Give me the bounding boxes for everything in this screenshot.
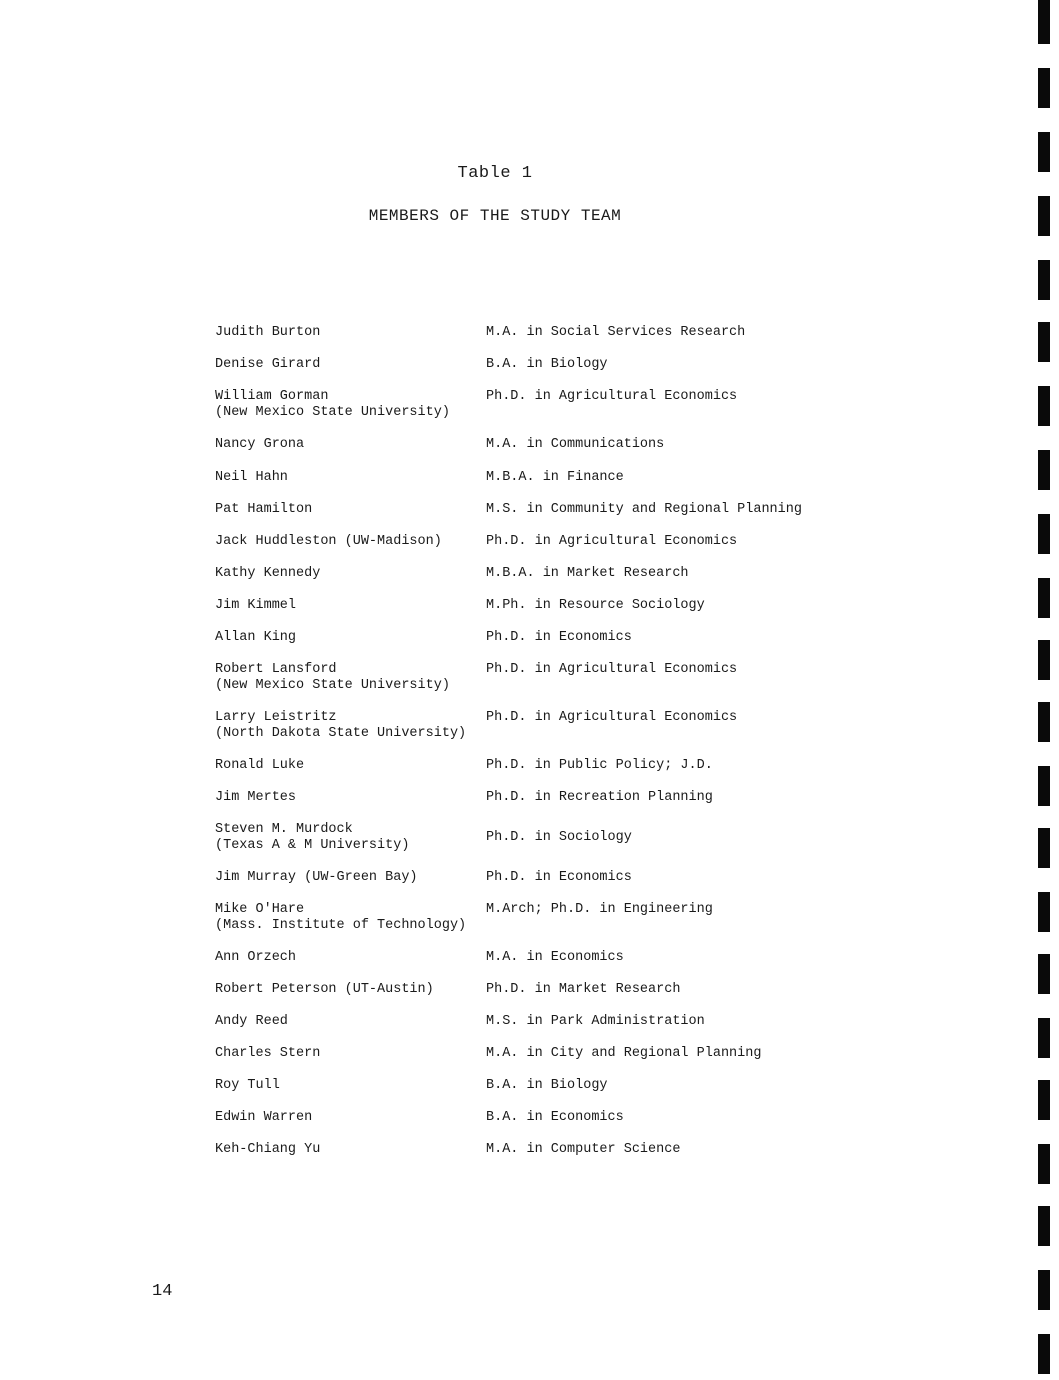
member-degree: Ph.D. in Economics (486, 870, 632, 885)
member-degree: M.A. in City and Regional Planning (486, 1046, 762, 1061)
member-name-text: Neil Hahn (215, 470, 288, 485)
member-degree: M.A. in Communications (486, 437, 665, 452)
member-name-text: Robert Peterson (UT-Austin) (215, 982, 434, 997)
binding-mark (1038, 322, 1050, 362)
member-name (215, 470, 475, 486)
member-name-text: Judith Burton (215, 325, 321, 340)
member-degree: Ph.D. in Public Policy; J.D. (486, 758, 713, 773)
member-name (215, 1110, 475, 1126)
binding-mark (1038, 260, 1050, 300)
member-affiliation: (New Mexico State University) (215, 405, 450, 420)
binding-mark (1038, 828, 1050, 868)
member-degree: M.A. in Computer Science (486, 1142, 681, 1157)
binding-mark (1038, 766, 1050, 806)
member-affiliation: (Texas A & M University) (215, 838, 410, 853)
member-name-text: Jack Huddleston (UW-Madison) (215, 534, 442, 549)
member-degree: Ph.D. in Agricultural Economics (486, 389, 738, 404)
member-name-text: Roy Tull (215, 1078, 280, 1093)
member-name (215, 325, 475, 341)
member-affiliation: (Mass. Institute of Technology) (215, 918, 467, 933)
member-name-text: Edwin Warren (215, 1110, 313, 1125)
member-name (215, 790, 475, 806)
member-name-text: Charles Stern (215, 1046, 321, 1061)
member-name (215, 950, 475, 966)
member-degree: M.S. in Park Administration (486, 1014, 705, 1029)
binding-mark (1038, 450, 1050, 490)
member-degree: B.A. in Economics (486, 1110, 624, 1125)
member-name (215, 822, 475, 854)
member-degree: Ph.D. in Economics (486, 630, 632, 645)
member-degree: M.S. in Community and Regional Planning (486, 502, 802, 517)
member-name-text: Keh-Chiang Yu (215, 1142, 321, 1157)
member-degree: M.Ph. in Resource Sociology (486, 598, 705, 613)
page-number: 14 (152, 1282, 173, 1301)
binding-mark (1038, 196, 1050, 236)
member-degree: B.A. in Biology (486, 357, 608, 372)
member-name-text: Larry Leistritz (215, 710, 337, 725)
binding-mark (1038, 892, 1050, 932)
member-name (215, 566, 475, 582)
member-name-text: Jim Kimmel (215, 598, 297, 613)
binding-mark (1038, 954, 1050, 994)
member-name (215, 1014, 475, 1030)
binding-mark (1038, 578, 1050, 618)
member-degree: M.B.A. in Finance (486, 470, 624, 485)
member-degree: Ph.D. in Recreation Planning (486, 790, 713, 805)
member-degree: M.A. in Social Services Research (486, 325, 746, 340)
binding-mark (1038, 1334, 1050, 1374)
member-name (215, 710, 475, 742)
binding-mark (1038, 0, 1050, 44)
binding-mark (1038, 1206, 1050, 1246)
member-name-text: Denise Girard (215, 357, 321, 372)
member-name-text: Steven M. Murdock (215, 822, 353, 837)
table-title: MEMBERS OF THE STUDY TEAM (368, 207, 622, 225)
member-name-text: Mike O'Hare (215, 902, 305, 917)
member-degree: Ph.D. in Agricultural Economics (486, 534, 738, 549)
binding-mark (1038, 1018, 1050, 1058)
member-degree: Ph.D. in Sociology (486, 830, 632, 845)
member-name (215, 662, 475, 694)
member-name-text: Ronald Luke (215, 758, 305, 773)
member-degree: Ph.D. in Agricultural Economics (486, 710, 738, 725)
member-name (215, 1142, 475, 1158)
binding-mark (1038, 386, 1050, 426)
member-name-text: Robert Lansford (215, 662, 337, 677)
member-degree: Ph.D. in Agricultural Economics (486, 662, 738, 677)
member-name (215, 758, 475, 774)
member-name (215, 902, 475, 934)
member-degree: B.A. in Biology (486, 1078, 608, 1093)
table-label: Table 1 (457, 164, 533, 183)
member-name (215, 389, 475, 421)
member-affiliation: (North Dakota State University) (215, 726, 467, 741)
binding-mark (1038, 514, 1050, 554)
member-name-text: Andy Reed (215, 1014, 288, 1029)
member-name (215, 357, 475, 373)
member-name-text: Ann Orzech (215, 950, 297, 965)
binding-mark (1038, 132, 1050, 172)
member-name (215, 502, 475, 518)
member-name (215, 534, 475, 550)
binding-mark (1038, 702, 1050, 742)
binding-mark (1038, 1144, 1050, 1184)
member-degree: Ph.D. in Market Research (486, 982, 681, 997)
member-name (215, 1046, 475, 1062)
member-name-text: Jim Mertes (215, 790, 297, 805)
member-name (215, 630, 475, 646)
binding-mark (1038, 640, 1050, 680)
member-name (215, 598, 475, 614)
member-name (215, 437, 475, 453)
member-name-text: Nancy Grona (215, 437, 305, 452)
member-name (215, 870, 475, 886)
member-degree: M.Arch; Ph.D. in Engineering (486, 902, 713, 917)
member-degree: M.B.A. in Market Research (486, 566, 689, 581)
member-affiliation: (New Mexico State University) (215, 678, 450, 693)
member-name-text: Allan King (215, 630, 297, 645)
member-name (215, 982, 475, 998)
binding-mark (1038, 1270, 1050, 1310)
member-degree: M.A. in Economics (486, 950, 624, 965)
member-name (215, 1078, 475, 1094)
member-name-text: Pat Hamilton (215, 502, 313, 517)
binding-mark (1038, 68, 1050, 108)
member-name-text: William Gorman (215, 389, 329, 404)
binding-mark (1038, 1080, 1050, 1120)
member-name-text: Jim Murray (UW-Green Bay) (215, 870, 418, 885)
member-name-text: Kathy Kennedy (215, 566, 321, 581)
